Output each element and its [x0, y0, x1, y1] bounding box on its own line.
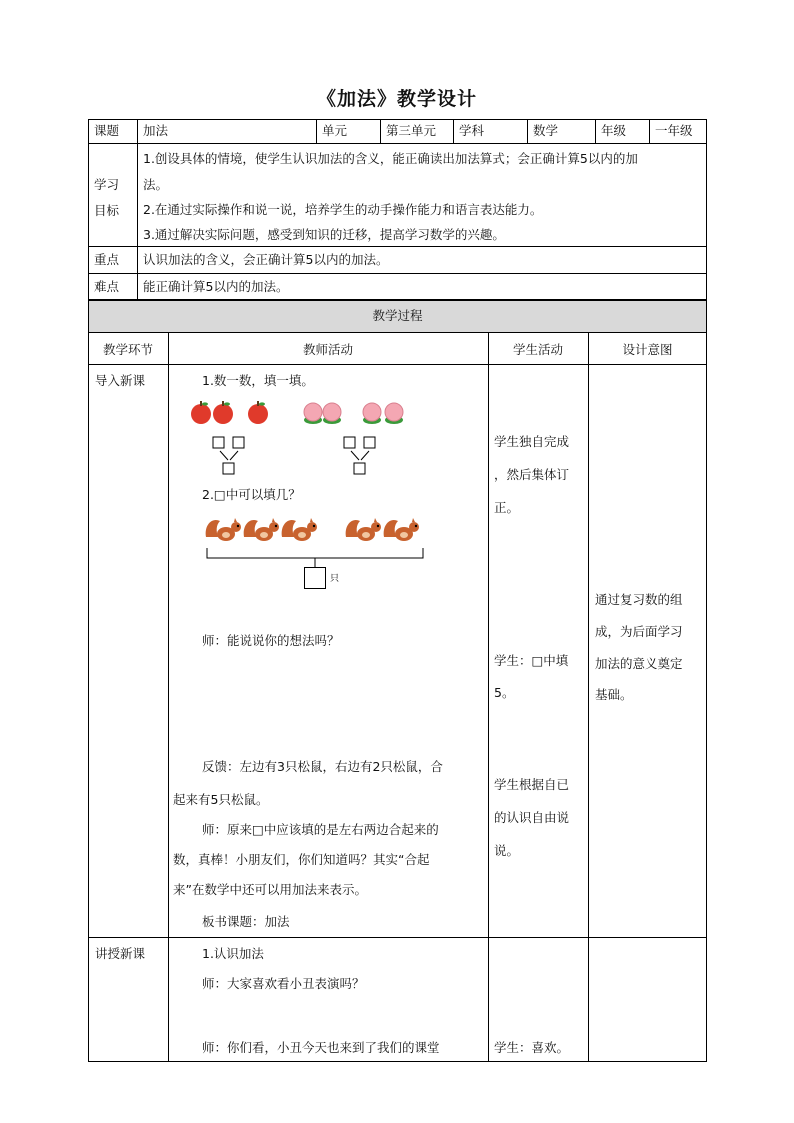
student-a-2: ，然后集体订	[494, 467, 570, 482]
peach-icon	[385, 403, 403, 424]
objectives-label-top: 学习	[94, 177, 120, 192]
apple-icon	[213, 401, 233, 424]
student-like: 学生：喜欢。	[494, 1040, 570, 1055]
unit-value: 第三单元	[386, 123, 437, 138]
group-bracket	[206, 548, 424, 568]
squirrel-icon	[244, 518, 279, 541]
teacher-question: 师：能说说你的想法吗？	[202, 633, 340, 648]
teacher-line-1: 师：原来□中应该填的是左右两边合起来的	[202, 822, 439, 837]
student-b-2: 5。	[494, 685, 515, 700]
topic-value: 加法	[143, 123, 169, 138]
number-bond-left	[212, 436, 246, 476]
objective-line-4: 3.通过解决实际问题，感受到知识的迁移，提高学习数学的兴趣。	[143, 227, 505, 242]
section-name-teaching: 讲授新课	[95, 946, 146, 961]
column-header-teacher: 教师活动	[302, 342, 353, 357]
difficulty-label: 难点	[94, 279, 120, 294]
teacher-clown-line: 师：你们看，小丑今天也来到了我们的课堂	[202, 1040, 440, 1055]
student-c-3: 说。	[494, 843, 520, 858]
student-a-1: 学生独自完成	[494, 434, 570, 449]
peach-icon	[363, 403, 381, 424]
intent-4: 基础。	[595, 687, 633, 702]
unit-only-label: 只	[330, 574, 340, 584]
student-b-1: 学生：□中填	[494, 653, 569, 668]
student-a-3: 正。	[494, 500, 520, 515]
topic-label: 课题	[94, 123, 120, 138]
page-title: 《加法》教学设计	[316, 88, 477, 110]
column-header-student: 学生活动	[512, 342, 563, 357]
squirrel-icon	[384, 518, 419, 541]
key-point-value: 认识加法的含义，会正确计算5以内的加法。	[143, 252, 389, 267]
subject-value: 数学	[533, 123, 559, 138]
feedback-line-2: 起来有5只松鼠。	[173, 792, 269, 807]
squirrel-icon	[346, 518, 381, 541]
student-c-2: 的认识自由说	[494, 810, 570, 825]
teacher-clown-question: 师：大家喜欢看小丑表演吗？	[202, 976, 365, 991]
number-bond-right	[343, 436, 377, 476]
column-header-stage: 教学环节	[102, 342, 153, 357]
objective-line-1: 1.创设具体的情境，使学生认识加法的含义，能正确读出加法算式；会正确计算5以内的加	[143, 151, 638, 166]
task-fill-box: 2.□中可以填几？	[202, 487, 301, 502]
objective-line-3: 2.在通过实际操作和说一说，培养学生的动手操作能力和语言表达能力。	[143, 202, 543, 217]
feedback-line-1: 反馈：左边有3只松鼠，右边有2只松鼠，合	[202, 759, 443, 774]
intent-3: 加法的意义奠定	[595, 656, 683, 671]
subject-label: 学科	[459, 123, 485, 138]
apple-icon	[191, 401, 211, 424]
sub-heading-addition: 1.认识加法	[202, 946, 264, 961]
objectives-label-bottom: 目标	[94, 203, 120, 218]
teacher-line-3: 来”在数学中还可以用加法来表示。	[173, 882, 367, 897]
task-count-fill: 1.数一数，填一填。	[202, 373, 314, 388]
unit-label: 单元	[322, 123, 348, 138]
grade-label: 年级	[601, 123, 627, 138]
peach-icon	[323, 403, 341, 424]
difficulty-value: 能正确计算5以内的加法。	[143, 279, 289, 294]
answer-box	[304, 567, 326, 589]
squirrel-icon	[206, 518, 241, 541]
key-point-label: 重点	[94, 252, 120, 267]
peaches-illustration	[302, 400, 410, 426]
column-header-intent: 设计意图	[622, 342, 673, 357]
board-title: 板书课题：加法	[202, 914, 290, 929]
squirrel-icon	[282, 518, 317, 541]
peach-icon	[304, 403, 322, 424]
apple-icon	[248, 401, 268, 424]
squirrels-illustration	[204, 515, 422, 545]
objective-line-2: 法。	[143, 177, 169, 192]
apples-illustration	[190, 400, 272, 426]
grade-value: 一年级	[655, 123, 693, 138]
teacher-line-2: 数，真棒！小朋友们，你们知道吗？其实“合起	[173, 852, 430, 867]
section-name-intro: 导入新课	[95, 373, 146, 388]
process-header: 教学过程	[372, 308, 423, 323]
student-c-1: 学生根据自已	[494, 777, 570, 792]
intent-2: 成，为后面学习	[595, 624, 683, 639]
intent-1: 通过复习数的组	[595, 592, 683, 607]
